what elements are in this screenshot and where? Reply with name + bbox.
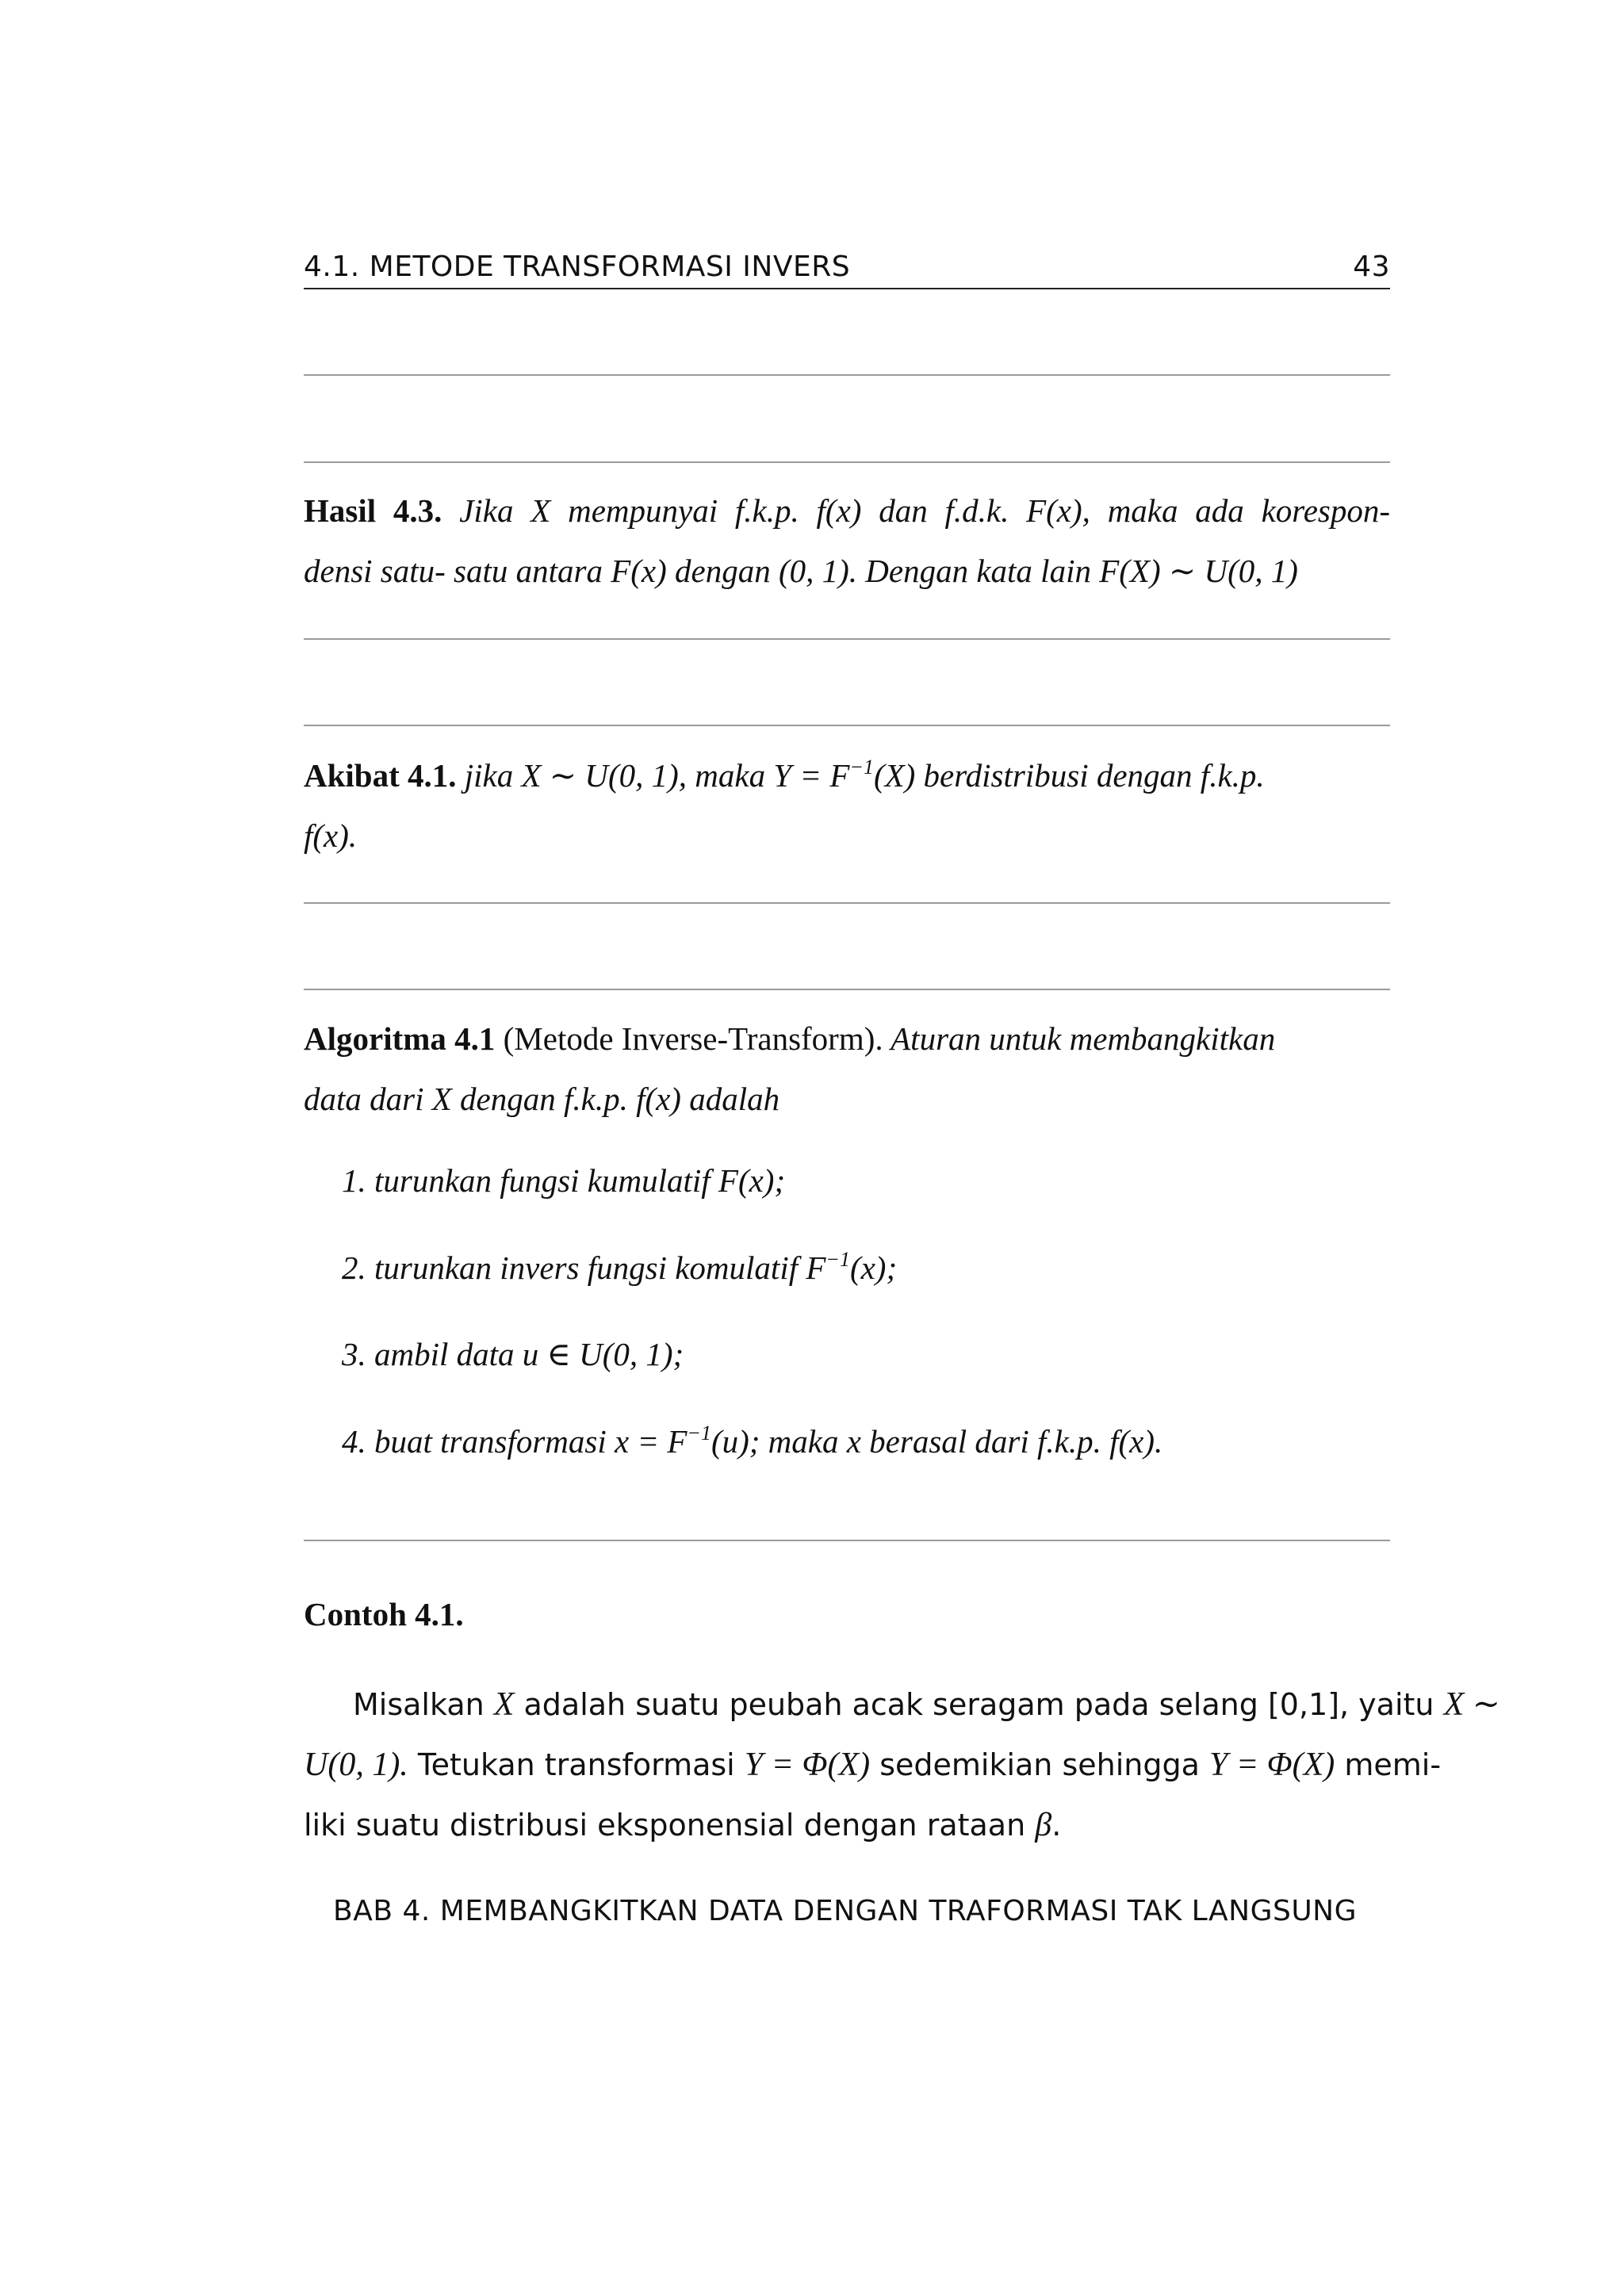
step-text: turunkan fungsi kumulatif F(x); bbox=[374, 1162, 786, 1199]
hasil-line-2: densi satu- satu antara F(x) dengan (0, 1). Dengan kata lain F(X) ∼ U(0, 1) bbox=[304, 553, 1298, 589]
contoh-paragraph bbox=[304, 1674, 1500, 1855]
step-superscript: −1 bbox=[687, 1422, 711, 1445]
algoritma-line-2: data dari X dengan f.k.p. f(x) adalah bbox=[304, 1081, 780, 1117]
akibat-label: Akibat 4.1. bbox=[304, 757, 457, 794]
math-run: β bbox=[1035, 1807, 1052, 1843]
akibat-line-2: f(x). bbox=[304, 817, 358, 854]
text-run: memi- bbox=[1335, 1747, 1442, 1782]
list-item bbox=[342, 1335, 684, 1373]
hasil-label: Hasil 4.3. bbox=[304, 492, 442, 529]
akibat-bottom-rule bbox=[304, 902, 1390, 904]
page-number: 43 bbox=[1353, 251, 1390, 283]
algoritma-top-rule bbox=[304, 989, 1390, 990]
akibat-line-1b: (X) berdistribusi dengan f.k.p. bbox=[873, 757, 1265, 794]
text-run: adalah suatu peubah acak seragam pada selang [0,1], yaitu bbox=[514, 1687, 1444, 1722]
algoritma-bottom-rule bbox=[304, 1540, 1390, 1541]
math-run: U(0, 1). bbox=[304, 1747, 408, 1783]
step-text: ambil data u ∈ U(0, 1); bbox=[374, 1336, 684, 1372]
akibat-top-rule bbox=[304, 725, 1390, 726]
chapter-footer: BAB 4. MEMBANGKITKAN DATA DENGAN TRAFORMASI TAK LANGSUNG bbox=[333, 1895, 1358, 1927]
contoh-label: Contoh 4.1. bbox=[304, 1596, 464, 1632]
math-run: X bbox=[493, 1686, 515, 1723]
akibat-statement bbox=[304, 745, 1390, 866]
step-text: turunkan invers fungsi komulatif F bbox=[374, 1249, 826, 1286]
akibat-superscript: −1 bbox=[849, 756, 874, 779]
hasil-bottom-rule bbox=[304, 638, 1390, 640]
running-header bbox=[304, 251, 1390, 289]
step-number: 3. bbox=[342, 1336, 366, 1372]
text-run: liki suatu distribusi eksponensial dengan rataan bbox=[304, 1808, 1036, 1843]
step-number: 1. bbox=[342, 1162, 366, 1199]
header-rule bbox=[304, 288, 1390, 289]
text-run: Misalkan bbox=[353, 1687, 494, 1722]
list-item bbox=[342, 1422, 1162, 1460]
text-run: sedemikian sehingga bbox=[870, 1747, 1209, 1782]
step-text-tail: (x); bbox=[849, 1249, 898, 1286]
step-text-tail: (u); maka x berasal dari f.k.p. f(x). bbox=[710, 1423, 1163, 1460]
text-run: . bbox=[1051, 1808, 1062, 1843]
list-item bbox=[342, 1249, 897, 1287]
section-title: 4.1. METODE TRANSFORMASI INVERS bbox=[304, 251, 851, 283]
list-item bbox=[342, 1161, 785, 1200]
step-number: 2. bbox=[342, 1249, 366, 1286]
algoritma-label: Algoritma 4.1 bbox=[304, 1020, 496, 1057]
algoritma-statement bbox=[304, 1008, 1390, 1129]
algoritma-line-1: Aturan untuk membangkitkan bbox=[891, 1020, 1276, 1057]
hasil-line-1: Jika X mempunyai f.k.p. f(x) dan f.d.k. F(x), maka ada korespon- bbox=[459, 492, 1391, 529]
text-run: Tetukan transformasi bbox=[408, 1747, 745, 1782]
step-number: 4. bbox=[342, 1423, 366, 1460]
hasil-rule-2 bbox=[304, 461, 1390, 463]
math-run: Y = Φ(X) bbox=[1208, 1747, 1335, 1783]
akibat-line-1a: jika X ∼ U(0, 1), maka Y = F bbox=[464, 757, 850, 794]
algoritma-title: (Metode Inverse-Transform). bbox=[503, 1020, 883, 1057]
math-run: Y = Φ(X) bbox=[744, 1747, 871, 1783]
hasil-top-rule bbox=[304, 374, 1390, 376]
step-text: buat transformasi x = F bbox=[374, 1423, 688, 1460]
math-run: X ∼ bbox=[1443, 1686, 1500, 1723]
hasil-statement bbox=[304, 480, 1390, 601]
step-superscript: −1 bbox=[825, 1248, 850, 1271]
